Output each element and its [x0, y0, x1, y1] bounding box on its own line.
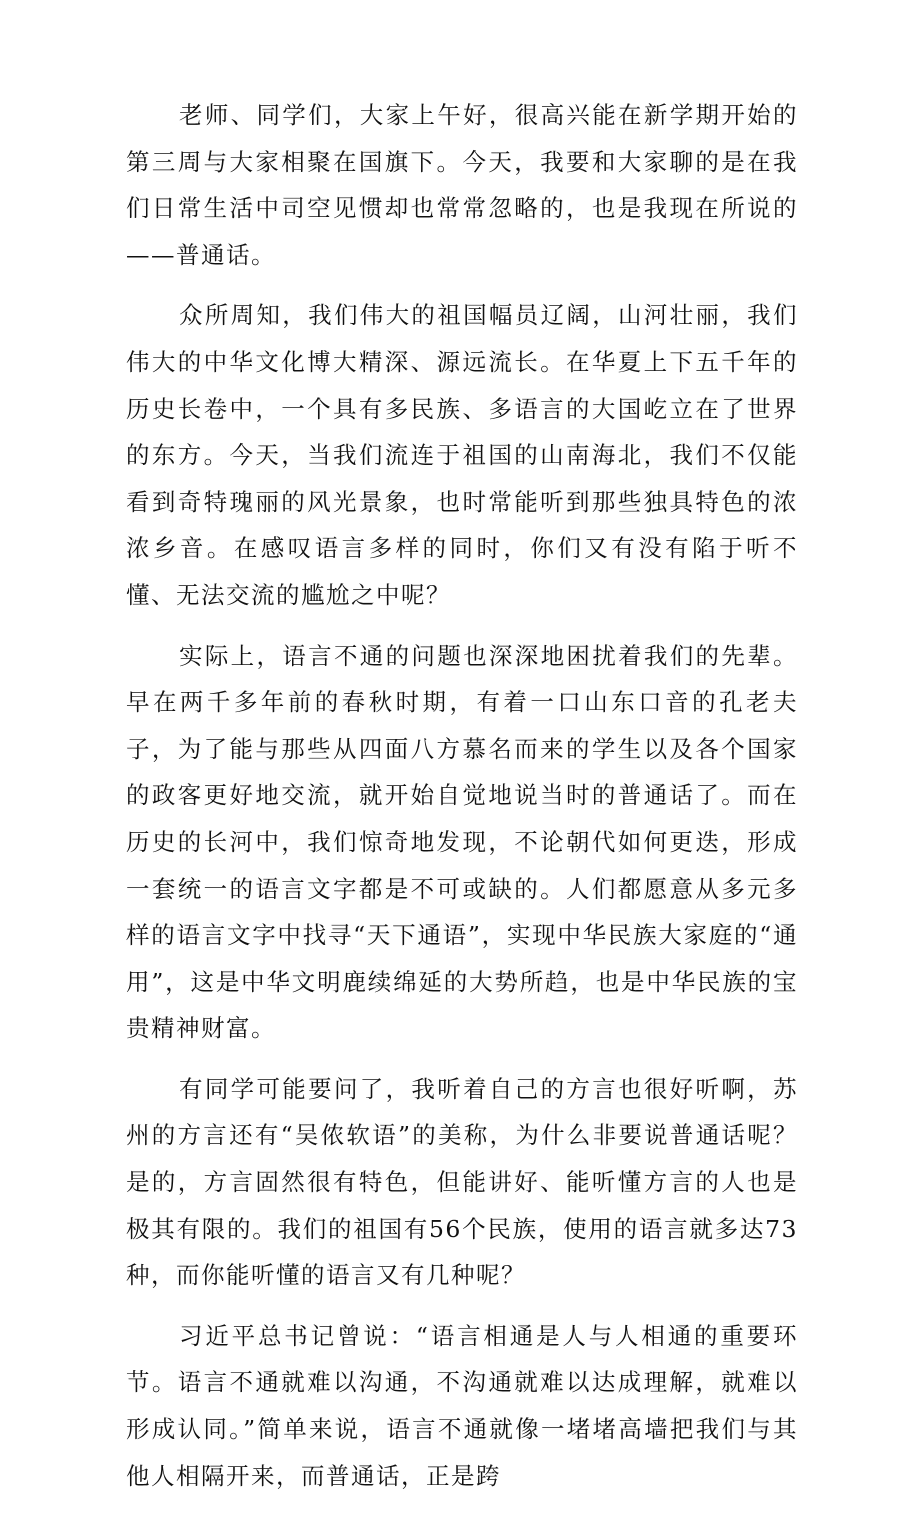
paragraph-quote: 习近平总书记曾说：“语言相通是人与人相通的重要环节。语言不通就难以沟通，不沟通就难以达成理解，就难以形成认同。”简单来说，语言不通就像一堵堵高墙把我们与其他人相隔开来，而普通话，正是跨 — [126, 1321, 798, 1490]
paragraph-history: 实际上，语言不通的问题也深深地困扰着我们的先辈。早在两千多年前的春秋时期，有着一口山东口音的孔老夫子，为了能与那些从四面八方慕名而来的学生以及各个国家的政客更好地交流，就开始自觉地说当时的普通话了。而在历史的长河中，我们惊奇地发现，不论朝代如何更迭，形成一套统一的语言文字都是不可或缺的。人们都愿意从多元多样的语言文字中找寻“天下通语”，实现中华民族大家庭的“通用”，这是中华文明鹿续绵延的大势所趋，也是中华民族的宝贵精神财富。 — [126, 641, 798, 1043]
paragraph-greeting: 老师、同学们，大家上午好，很高兴能在新学期开始的第三周与大家相聚在国旗下。今天，我要和大家聊的是在我们日常生活中司空见惯却也常常忽略的，也是我现在所说的——普通话。 — [126, 101, 798, 269]
paragraph-dialect: 有同学可能要问了，我听着自己的方言也很好听啊，苏州的方言还有“吴侬软语”的美称，为什么非要说普通话呢？是的，方言固然很有特色，但能讲好、能听懂方言的人也是极其有限的。我们的祖国有56个民族，使用的语言就多达73种，而你能听懂的语言又有几种呢？ — [126, 1074, 798, 1290]
document-body — [126, 92, 798, 1513]
paragraph-motherland: 众所周知，我们伟大的祖国幅员辽阔，山河壮丽，我们伟大的中华文化博大精深、源远流长。在华夏上下五千年的历史长卷中，一个具有多民族、多语言的大国屹立在了世界的东方。今天，当我们流连于祖国的山南海北，我们不仅能看到奇特瑰丽的风光景象，也时常能听到那些独具特色的浓浓乡音。在感叹语言多样的同时，你们又有没有陷于听不懂、无法交流的尴尬之中呢？ — [126, 301, 798, 609]
